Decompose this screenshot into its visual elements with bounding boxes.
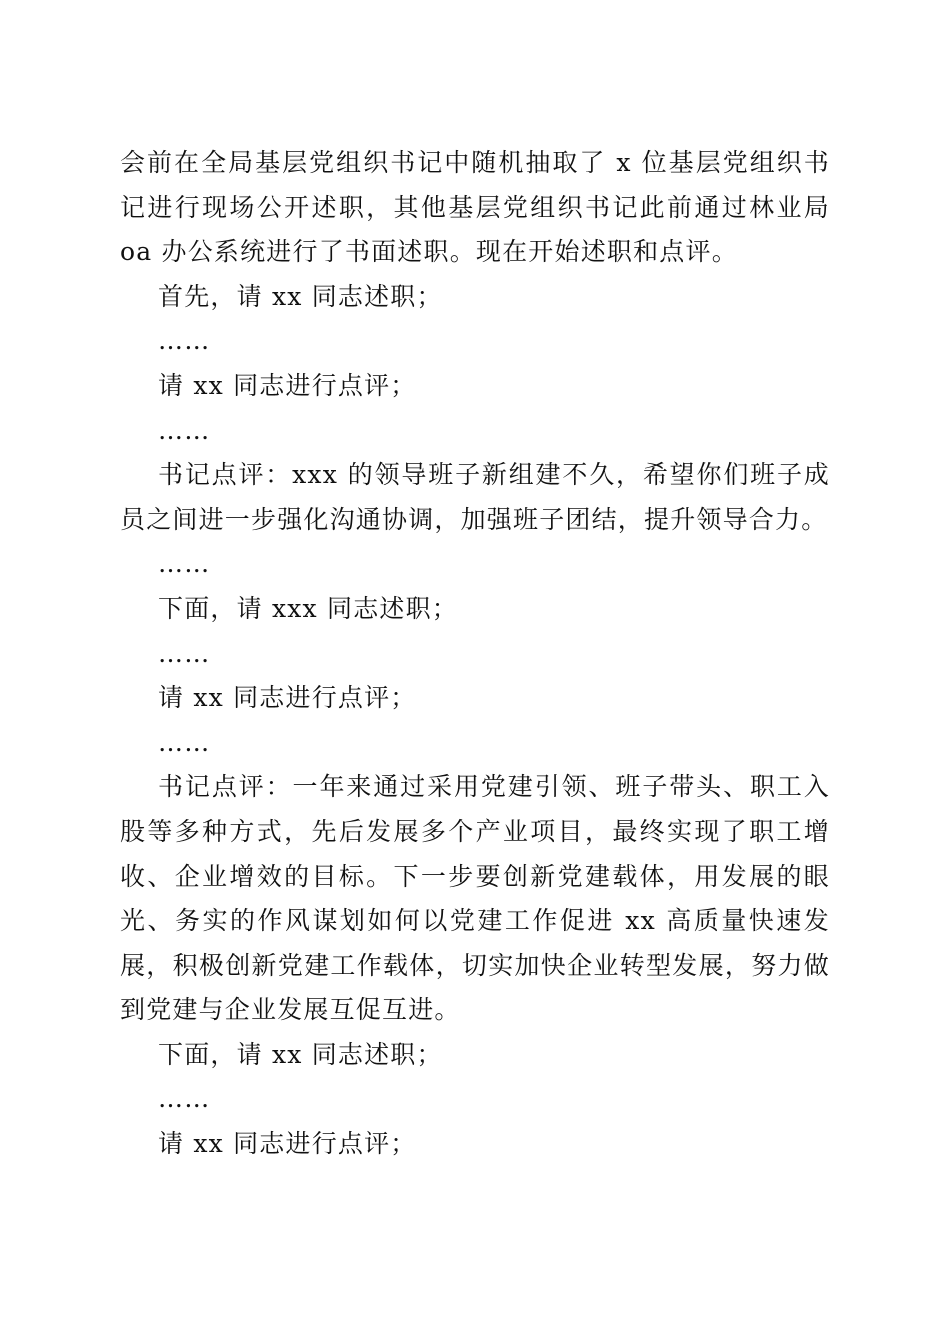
- paragraph-review-request: 请 xx 同志进行点评；: [158, 683, 417, 713]
- paragraph-ellipsis: ……: [158, 549, 211, 579]
- paragraph-ellipsis: ……: [158, 727, 211, 757]
- paragraph-ellipsis: ……: [158, 415, 211, 445]
- paragraph-secretary-comment: 书记点评：一年来通过采用党建引领、班子带头、职工入股等多种方式，先后发展多个产业项目，最终实现了职工增收、企业增效的目标。下一步要创新党建载体，用发展的眼光、务实的作风谋划如何以党建工作促进 xx 高质量快速发展，积极创新党建工作载体，切实加快企业转型发展，努力做到党建与企业发展互促互进。: [120, 772, 830, 1025]
- paragraph-secretary-comment: 书记点评：xxx 的领导班子新组建不久，希望你们班子成员之间进一步强化沟通协调，加强班子团结，提升领导合力。: [120, 460, 830, 534]
- paragraph-next-report: 下面，请 xx 同志述职；: [158, 1039, 443, 1069]
- paragraph-review-request: 请 xx 同志进行点评；: [158, 370, 417, 400]
- paragraph-review-request: 请 xx 同志进行点评；: [158, 1129, 417, 1159]
- paragraph-opening: 会前在全局基层党组织书记中随机抽取了 x 位基层党组织书记进行现场公开述职，其他基层党组织书记此前通过林业局 oa 办公系统进行了书面述职。现在开始述职和点评。: [120, 148, 830, 267]
- paragraph-ellipsis: ……: [158, 638, 211, 668]
- paragraph-first-report: 首先，请 xx 同志述职；: [158, 281, 443, 311]
- paragraph-ellipsis: ……: [158, 1084, 211, 1114]
- paragraph-next-report: 下面，请 xxx 同志述职；: [158, 593, 458, 623]
- document-body: [120, 141, 830, 1167]
- paragraph-ellipsis: ……: [158, 326, 211, 356]
